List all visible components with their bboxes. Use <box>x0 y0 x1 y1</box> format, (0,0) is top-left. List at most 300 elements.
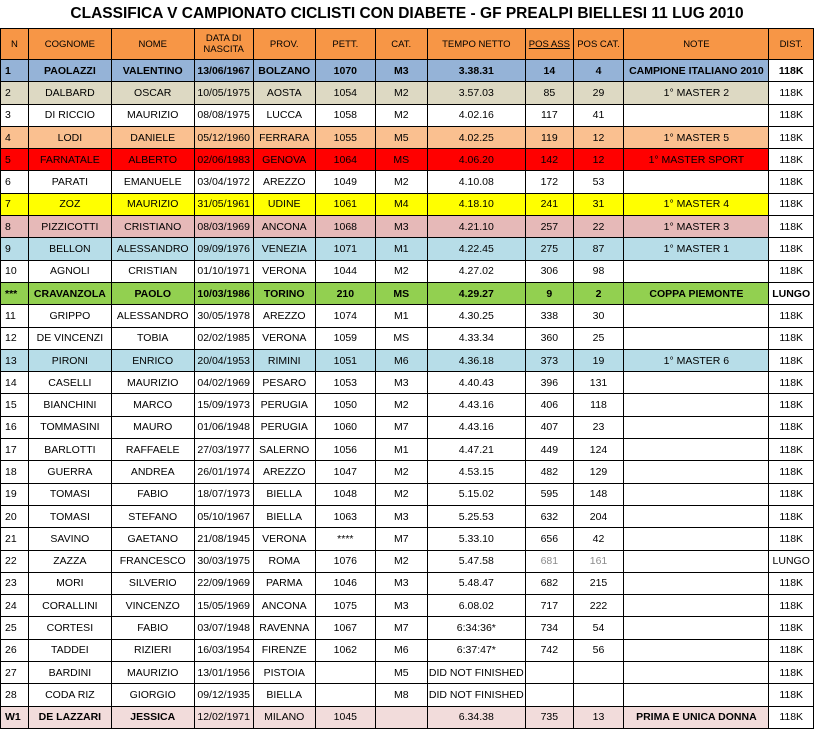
cell-note[interactable]: PRIMA E UNICA DONNA <box>624 706 769 728</box>
cell-note[interactable] <box>624 305 769 327</box>
cell-cat[interactable]: M4 <box>375 193 427 215</box>
cell-nome[interactable]: MAURIZIO <box>111 104 194 126</box>
cell-cognome[interactable]: GUERRA <box>28 461 111 483</box>
cell-cat[interactable]: M3 <box>375 505 427 527</box>
cell-cat[interactable]: M6 <box>375 639 427 661</box>
cell-cat[interactable]: M6 <box>375 349 427 371</box>
cell-pos-ass[interactable]: 717 <box>526 595 574 617</box>
header-pos-cat[interactable]: POS CAT. <box>573 29 624 60</box>
cell-prov[interactable]: ANCONA <box>253 216 315 238</box>
cell-prov[interactable]: TORINO <box>253 282 315 304</box>
cell-nome[interactable]: TOBIA <box>111 327 194 349</box>
cell-pett[interactable]: 1070 <box>315 60 375 82</box>
cell-pos-ass[interactable]: 119 <box>526 126 574 148</box>
cell-tempo-netto[interactable]: 5.33.10 <box>427 528 525 550</box>
cell-dist[interactable]: 118K <box>769 595 814 617</box>
cell-note[interactable] <box>624 104 769 126</box>
cell-cat[interactable]: MS <box>375 149 427 171</box>
cell-prov[interactable]: AOSTA <box>253 82 315 104</box>
cell-tempo-netto[interactable]: 4.02.16 <box>427 104 525 126</box>
cell-data-nascita[interactable]: 08/08/1975 <box>194 104 253 126</box>
cell-cognome[interactable]: TOMASI <box>28 483 111 505</box>
cell-tempo-netto[interactable]: 6.34.38 <box>427 706 525 728</box>
cell-pos-cat[interactable]: 222 <box>573 595 624 617</box>
cell-tempo-netto[interactable]: 5.25.53 <box>427 505 525 527</box>
cell-prov[interactable]: SALERNO <box>253 439 315 461</box>
header-n[interactable]: N <box>1 29 29 60</box>
cell-pos-ass[interactable]: 656 <box>526 528 574 550</box>
row-number[interactable]: 25 <box>1 617 29 639</box>
cell-pos-cat[interactable] <box>573 662 624 684</box>
cell-cognome[interactable]: DI RICCIO <box>28 104 111 126</box>
cell-data-nascita[interactable]: 16/03/1954 <box>194 639 253 661</box>
cell-cognome[interactable]: MORI <box>28 572 111 594</box>
header-prov[interactable]: PROV. <box>253 29 315 60</box>
cell-pett[interactable]: 1075 <box>315 595 375 617</box>
row-number[interactable]: 12 <box>1 327 29 349</box>
cell-cognome[interactable]: LODI <box>28 126 111 148</box>
cell-pos-ass[interactable]: 257 <box>526 216 574 238</box>
cell-cognome[interactable]: BELLON <box>28 238 111 260</box>
cell-cat[interactable]: M2 <box>375 461 427 483</box>
cell-pos-cat[interactable]: 13 <box>573 706 624 728</box>
cell-pos-cat[interactable]: 31 <box>573 193 624 215</box>
cell-pett[interactable]: 1059 <box>315 327 375 349</box>
cell-cognome[interactable]: CASELLI <box>28 372 111 394</box>
cell-pett[interactable]: 1064 <box>315 149 375 171</box>
cell-cognome[interactable]: CORTESI <box>28 617 111 639</box>
cell-pos-cat[interactable]: 30 <box>573 305 624 327</box>
cell-cat[interactable]: M7 <box>375 528 427 550</box>
cell-note[interactable] <box>624 684 769 706</box>
cell-tempo-netto[interactable]: 6:34:36* <box>427 617 525 639</box>
cell-pos-cat[interactable]: 129 <box>573 461 624 483</box>
cell-cognome[interactable]: PIRONI <box>28 349 111 371</box>
cell-cat[interactable]: MS <box>375 327 427 349</box>
cell-cognome[interactable]: SAVINO <box>28 528 111 550</box>
cell-nome[interactable]: GIORGIO <box>111 684 194 706</box>
cell-pett[interactable]: 1048 <box>315 483 375 505</box>
cell-tempo-netto[interactable]: 4.40.43 <box>427 372 525 394</box>
cell-tempo-netto[interactable]: 4.02.25 <box>427 126 525 148</box>
cell-pos-ass[interactable]: 595 <box>526 483 574 505</box>
cell-pos-ass[interactable]: 142 <box>526 149 574 171</box>
cell-prov[interactable]: VERONA <box>253 260 315 282</box>
cell-tempo-netto[interactable]: 3.57.03 <box>427 82 525 104</box>
cell-prov[interactable]: PESARO <box>253 372 315 394</box>
row-number[interactable]: 4 <box>1 126 29 148</box>
cell-prov[interactable]: BIELLA <box>253 483 315 505</box>
header-data-nascita[interactable]: DATA DI NASCITA <box>194 29 253 60</box>
cell-nome[interactable]: RAFFAELE <box>111 439 194 461</box>
cell-pos-ass[interactable]: 396 <box>526 372 574 394</box>
cell-data-nascita[interactable]: 21/08/1945 <box>194 528 253 550</box>
cell-tempo-netto[interactable]: 4.10.08 <box>427 171 525 193</box>
cell-nome[interactable]: GAETANO <box>111 528 194 550</box>
cell-nome[interactable]: MAURO <box>111 416 194 438</box>
cell-cognome[interactable]: TOMASI <box>28 505 111 527</box>
row-number[interactable]: 15 <box>1 394 29 416</box>
cell-prov[interactable]: VERONA <box>253 327 315 349</box>
cell-pos-cat[interactable]: 41 <box>573 104 624 126</box>
row-number[interactable]: 27 <box>1 662 29 684</box>
cell-prov[interactable]: PISTOIA <box>253 662 315 684</box>
cell-prov[interactable]: ANCONA <box>253 595 315 617</box>
cell-dist[interactable]: 118K <box>769 349 814 371</box>
cell-data-nascita[interactable]: 22/09/1969 <box>194 572 253 594</box>
cell-pos-ass[interactable]: 117 <box>526 104 574 126</box>
cell-pos-ass[interactable]: 338 <box>526 305 574 327</box>
cell-pos-cat[interactable]: 215 <box>573 572 624 594</box>
cell-pos-ass[interactable]: 682 <box>526 572 574 594</box>
cell-pos-ass[interactable]: 482 <box>526 461 574 483</box>
cell-note[interactable] <box>624 662 769 684</box>
cell-note[interactable] <box>624 639 769 661</box>
cell-dist[interactable]: 118K <box>769 662 814 684</box>
cell-prov[interactable]: VENEZIA <box>253 238 315 260</box>
cell-dist[interactable]: 118K <box>769 126 814 148</box>
cell-pett[interactable]: 210 <box>315 282 375 304</box>
cell-cat[interactable]: M2 <box>375 104 427 126</box>
cell-pett[interactable] <box>315 684 375 706</box>
cell-cognome[interactable]: FARNATALE <box>28 149 111 171</box>
cell-cat[interactable]: M2 <box>375 394 427 416</box>
cell-note[interactable]: 1° MASTER 2 <box>624 82 769 104</box>
cell-nome[interactable]: FABIO <box>111 617 194 639</box>
cell-dist[interactable]: 118K <box>769 60 814 82</box>
cell-data-nascita[interactable]: 02/02/1985 <box>194 327 253 349</box>
cell-cognome[interactable]: BIANCHINI <box>28 394 111 416</box>
cell-cat[interactable]: M1 <box>375 305 427 327</box>
row-number[interactable]: *** <box>1 282 29 304</box>
cell-nome[interactable]: FRANCESCO <box>111 550 194 572</box>
cell-cat[interactable]: M3 <box>375 60 427 82</box>
cell-note[interactable] <box>624 528 769 550</box>
cell-cognome[interactable]: AGNOLI <box>28 260 111 282</box>
cell-nome[interactable]: VINCENZO <box>111 595 194 617</box>
cell-note[interactable]: 1° MASTER 5 <box>624 126 769 148</box>
row-number[interactable]: 9 <box>1 238 29 260</box>
cell-cognome[interactable]: GRIPPO <box>28 305 111 327</box>
cell-pos-cat[interactable]: 4 <box>573 60 624 82</box>
cell-cat[interactable] <box>375 706 427 728</box>
cell-pett[interactable]: 1063 <box>315 505 375 527</box>
cell-cognome[interactable]: DALBARD <box>28 82 111 104</box>
cell-prov[interactable]: GENOVA <box>253 149 315 171</box>
cell-pett[interactable]: 1053 <box>315 372 375 394</box>
cell-pos-cat[interactable]: 53 <box>573 171 624 193</box>
cell-prov[interactable]: BIELLA <box>253 505 315 527</box>
cell-pos-cat[interactable]: 87 <box>573 238 624 260</box>
row-number[interactable]: 17 <box>1 439 29 461</box>
cell-pett[interactable]: 1061 <box>315 193 375 215</box>
cell-cat[interactable]: M2 <box>375 171 427 193</box>
cell-note[interactable] <box>624 461 769 483</box>
cell-dist[interactable]: 118K <box>769 439 814 461</box>
cell-pos-ass[interactable]: 735 <box>526 706 574 728</box>
cell-pett[interactable]: 1045 <box>315 706 375 728</box>
cell-pos-ass[interactable] <box>526 662 574 684</box>
cell-prov[interactable]: AREZZO <box>253 305 315 327</box>
cell-pos-ass[interactable]: 85 <box>526 82 574 104</box>
cell-data-nascita[interactable]: 02/06/1983 <box>194 149 253 171</box>
cell-dist[interactable]: 118K <box>769 639 814 661</box>
cell-pos-ass[interactable]: 681 <box>526 550 574 572</box>
cell-prov[interactable]: BOLZANO <box>253 60 315 82</box>
cell-cognome[interactable]: CRAVANZOLA <box>28 282 111 304</box>
row-number[interactable]: 1 <box>1 60 29 82</box>
header-cat[interactable]: CAT. <box>375 29 427 60</box>
cell-data-nascita[interactable]: 03/07/1948 <box>194 617 253 639</box>
cell-nome[interactable]: SILVERIO <box>111 572 194 594</box>
cell-note[interactable] <box>624 439 769 461</box>
cell-prov[interactable]: PERUGIA <box>253 416 315 438</box>
cell-pos-cat[interactable]: 23 <box>573 416 624 438</box>
cell-note[interactable]: 1° MASTER 6 <box>624 349 769 371</box>
row-number[interactable]: 13 <box>1 349 29 371</box>
cell-pett[interactable]: 1044 <box>315 260 375 282</box>
cell-cognome[interactable]: PAOLAZZI <box>28 60 111 82</box>
row-number[interactable]: 6 <box>1 171 29 193</box>
cell-cat[interactable]: M7 <box>375 617 427 639</box>
cell-cat[interactable]: M3 <box>375 372 427 394</box>
cell-nome[interactable]: ENRICO <box>111 349 194 371</box>
cell-cognome[interactable]: TOMMASINI <box>28 416 111 438</box>
cell-note[interactable] <box>624 550 769 572</box>
cell-pett[interactable]: 1055 <box>315 126 375 148</box>
header-tempo-netto[interactable]: TEMPO NETTO <box>427 29 525 60</box>
cell-cognome[interactable]: BARDINI <box>28 662 111 684</box>
header-dist[interactable]: DIST. <box>769 29 814 60</box>
cell-pos-cat[interactable]: 25 <box>573 327 624 349</box>
cell-nome[interactable]: OSCAR <box>111 82 194 104</box>
row-number[interactable]: 16 <box>1 416 29 438</box>
cell-tempo-netto[interactable]: 4.18.10 <box>427 193 525 215</box>
cell-data-nascita[interactable]: 01/10/1971 <box>194 260 253 282</box>
row-number[interactable]: 7 <box>1 193 29 215</box>
cell-cat[interactable]: M5 <box>375 662 427 684</box>
cell-tempo-netto[interactable]: 4.36.18 <box>427 349 525 371</box>
cell-tempo-netto[interactable]: 4.06.20 <box>427 149 525 171</box>
cell-dist[interactable]: 118K <box>769 305 814 327</box>
cell-cat[interactable]: M3 <box>375 216 427 238</box>
cell-cognome[interactable]: BARLOTTI <box>28 439 111 461</box>
cell-dist[interactable]: 118K <box>769 528 814 550</box>
cell-note[interactable] <box>624 372 769 394</box>
cell-note[interactable]: 1° MASTER 1 <box>624 238 769 260</box>
cell-pos-ass[interactable]: 632 <box>526 505 574 527</box>
cell-data-nascita[interactable]: 26/01/1974 <box>194 461 253 483</box>
cell-cat[interactable]: M3 <box>375 595 427 617</box>
cell-pos-cat[interactable]: 19 <box>573 349 624 371</box>
cell-note[interactable]: 1° MASTER 3 <box>624 216 769 238</box>
cell-nome[interactable]: STEFANO <box>111 505 194 527</box>
cell-nome[interactable]: PAOLO <box>111 282 194 304</box>
cell-pett[interactable]: 1046 <box>315 572 375 594</box>
cell-tempo-netto[interactable]: 4.47.21 <box>427 439 525 461</box>
row-number[interactable]: 22 <box>1 550 29 572</box>
cell-dist[interactable]: 118K <box>769 684 814 706</box>
cell-pos-cat[interactable]: 204 <box>573 505 624 527</box>
cell-pett[interactable]: 1071 <box>315 238 375 260</box>
cell-prov[interactable]: UDINE <box>253 193 315 215</box>
cell-cognome[interactable]: CORALLINI <box>28 595 111 617</box>
cell-pos-cat[interactable]: 161 <box>573 550 624 572</box>
cell-pos-ass[interactable]: 9 <box>526 282 574 304</box>
cell-pos-cat[interactable]: 124 <box>573 439 624 461</box>
cell-note[interactable] <box>624 595 769 617</box>
cell-tempo-netto[interactable]: 4.29.27 <box>427 282 525 304</box>
cell-nome[interactable]: CRISTIAN <box>111 260 194 282</box>
cell-dist[interactable]: 118K <box>769 572 814 594</box>
cell-note[interactable] <box>624 505 769 527</box>
cell-dist[interactable]: 118K <box>769 505 814 527</box>
cell-tempo-netto[interactable]: 4.53.15 <box>427 461 525 483</box>
cell-tempo-netto[interactable]: 5.48.47 <box>427 572 525 594</box>
cell-nome[interactable]: JESSICA <box>111 706 194 728</box>
cell-cat[interactable]: M2 <box>375 260 427 282</box>
cell-data-nascita[interactable]: 03/04/1972 <box>194 171 253 193</box>
cell-pett[interactable]: 1056 <box>315 439 375 461</box>
cell-cognome[interactable]: ZAZZA <box>28 550 111 572</box>
cell-tempo-netto[interactable]: 6.08.02 <box>427 595 525 617</box>
cell-dist[interactable]: 118K <box>769 617 814 639</box>
cell-cat[interactable]: M2 <box>375 483 427 505</box>
cell-tempo-netto[interactable]: 6:37:47* <box>427 639 525 661</box>
cell-pos-ass[interactable]: 373 <box>526 349 574 371</box>
cell-note[interactable]: 1° MASTER SPORT <box>624 149 769 171</box>
cell-pos-cat[interactable]: 42 <box>573 528 624 550</box>
cell-note[interactable] <box>624 171 769 193</box>
cell-note[interactable] <box>624 394 769 416</box>
cell-prov[interactable]: PARMA <box>253 572 315 594</box>
cell-data-nascita[interactable]: 30/03/1975 <box>194 550 253 572</box>
cell-cat[interactable]: M7 <box>375 416 427 438</box>
cell-pett[interactable]: 1050 <box>315 394 375 416</box>
cell-dist[interactable]: 118K <box>769 171 814 193</box>
cell-prov[interactable]: AREZZO <box>253 461 315 483</box>
cell-pos-cat[interactable]: 131 <box>573 372 624 394</box>
cell-pett[interactable] <box>315 662 375 684</box>
row-number[interactable]: 19 <box>1 483 29 505</box>
cell-pos-ass[interactable]: 742 <box>526 639 574 661</box>
cell-data-nascita[interactable]: 01/06/1948 <box>194 416 253 438</box>
header-pos-ass[interactable]: POS ASS <box>526 29 574 60</box>
cell-prov[interactable]: ROMA <box>253 550 315 572</box>
row-number[interactable]: 28 <box>1 684 29 706</box>
cell-dist[interactable]: 118K <box>769 238 814 260</box>
cell-pos-cat[interactable]: 98 <box>573 260 624 282</box>
cell-nome[interactable]: MAURIZIO <box>111 662 194 684</box>
cell-pos-cat[interactable]: 12 <box>573 126 624 148</box>
cell-nome[interactable]: DANIELE <box>111 126 194 148</box>
row-number[interactable]: 14 <box>1 372 29 394</box>
cell-tempo-netto[interactable]: DID NOT FINISHED <box>427 662 525 684</box>
cell-nome[interactable]: VALENTINO <box>111 60 194 82</box>
cell-pos-ass[interactable]: 734 <box>526 617 574 639</box>
header-nome[interactable]: NOME <box>111 29 194 60</box>
cell-dist[interactable]: 118K <box>769 216 814 238</box>
cell-data-nascita[interactable]: 05/10/1967 <box>194 505 253 527</box>
cell-prov[interactable]: VERONA <box>253 528 315 550</box>
cell-pos-ass[interactable]: 449 <box>526 439 574 461</box>
cell-pos-ass[interactable]: 275 <box>526 238 574 260</box>
cell-dist[interactable]: 118K <box>769 260 814 282</box>
cell-cat[interactable]: M2 <box>375 550 427 572</box>
cell-cognome[interactable]: DE LAZZARI <box>28 706 111 728</box>
cell-prov[interactable]: BIELLA <box>253 684 315 706</box>
cell-note[interactable] <box>624 327 769 349</box>
cell-dist[interactable]: 118K <box>769 193 814 215</box>
cell-cat[interactable]: M1 <box>375 439 427 461</box>
cell-prov[interactable]: FIRENZE <box>253 639 315 661</box>
cell-tempo-netto[interactable]: 5.15.02 <box>427 483 525 505</box>
cell-tempo-netto[interactable]: 3.38.31 <box>427 60 525 82</box>
cell-pos-cat[interactable]: 2 <box>573 282 624 304</box>
cell-pett[interactable]: 1047 <box>315 461 375 483</box>
cell-data-nascita[interactable]: 15/05/1969 <box>194 595 253 617</box>
cell-nome[interactable]: MAURIZIO <box>111 193 194 215</box>
cell-note[interactable]: COPPA PIEMONTE <box>624 282 769 304</box>
cell-data-nascita[interactable]: 31/05/1961 <box>194 193 253 215</box>
cell-nome[interactable]: ALESSANDRO <box>111 305 194 327</box>
cell-nome[interactable]: ALBERTO <box>111 149 194 171</box>
cell-cognome[interactable]: PIZZICOTTI <box>28 216 111 238</box>
cell-pos-ass[interactable]: 360 <box>526 327 574 349</box>
cell-cat[interactable]: M5 <box>375 126 427 148</box>
cell-prov[interactable]: AREZZO <box>253 171 315 193</box>
cell-data-nascita[interactable]: 12/02/1971 <box>194 706 253 728</box>
cell-prov[interactable]: RIMINI <box>253 349 315 371</box>
cell-cat[interactable]: MS <box>375 282 427 304</box>
row-number[interactable]: 24 <box>1 595 29 617</box>
cell-pos-ass[interactable]: 241 <box>526 193 574 215</box>
cell-tempo-netto[interactable]: 4.43.16 <box>427 394 525 416</box>
row-number[interactable]: 21 <box>1 528 29 550</box>
cell-pett[interactable]: 1076 <box>315 550 375 572</box>
cell-prov[interactable]: PERUGIA <box>253 394 315 416</box>
cell-tempo-netto[interactable]: 4.33.34 <box>427 327 525 349</box>
cell-pos-ass[interactable]: 306 <box>526 260 574 282</box>
row-number[interactable]: 20 <box>1 505 29 527</box>
cell-nome[interactable]: ALESSANDRO <box>111 238 194 260</box>
cell-dist[interactable]: 118K <box>769 461 814 483</box>
row-number[interactable]: 18 <box>1 461 29 483</box>
cell-pos-ass[interactable]: 407 <box>526 416 574 438</box>
row-number[interactable]: 11 <box>1 305 29 327</box>
cell-prov[interactable]: RAVENNA <box>253 617 315 639</box>
row-number[interactable]: 5 <box>1 149 29 171</box>
cell-prov[interactable]: MILANO <box>253 706 315 728</box>
row-number[interactable]: 3 <box>1 104 29 126</box>
cell-cognome[interactable]: ZOZ <box>28 193 111 215</box>
cell-pos-ass[interactable]: 172 <box>526 171 574 193</box>
cell-nome[interactable]: MARCO <box>111 394 194 416</box>
cell-pos-cat[interactable]: 148 <box>573 483 624 505</box>
cell-tempo-netto[interactable]: 4.30.25 <box>427 305 525 327</box>
cell-pett[interactable]: 1058 <box>315 104 375 126</box>
cell-cat[interactable]: M1 <box>375 238 427 260</box>
cell-tempo-netto[interactable]: 4.21.10 <box>427 216 525 238</box>
cell-cognome[interactable]: PARATI <box>28 171 111 193</box>
cell-dist[interactable]: 118K <box>769 706 814 728</box>
cell-dist[interactable]: LUNGO <box>769 282 814 304</box>
cell-pett[interactable]: 1054 <box>315 82 375 104</box>
cell-pos-cat[interactable]: 56 <box>573 639 624 661</box>
cell-dist[interactable]: LUNGO <box>769 550 814 572</box>
cell-nome[interactable]: FABIO <box>111 483 194 505</box>
cell-pett[interactable]: 1049 <box>315 171 375 193</box>
